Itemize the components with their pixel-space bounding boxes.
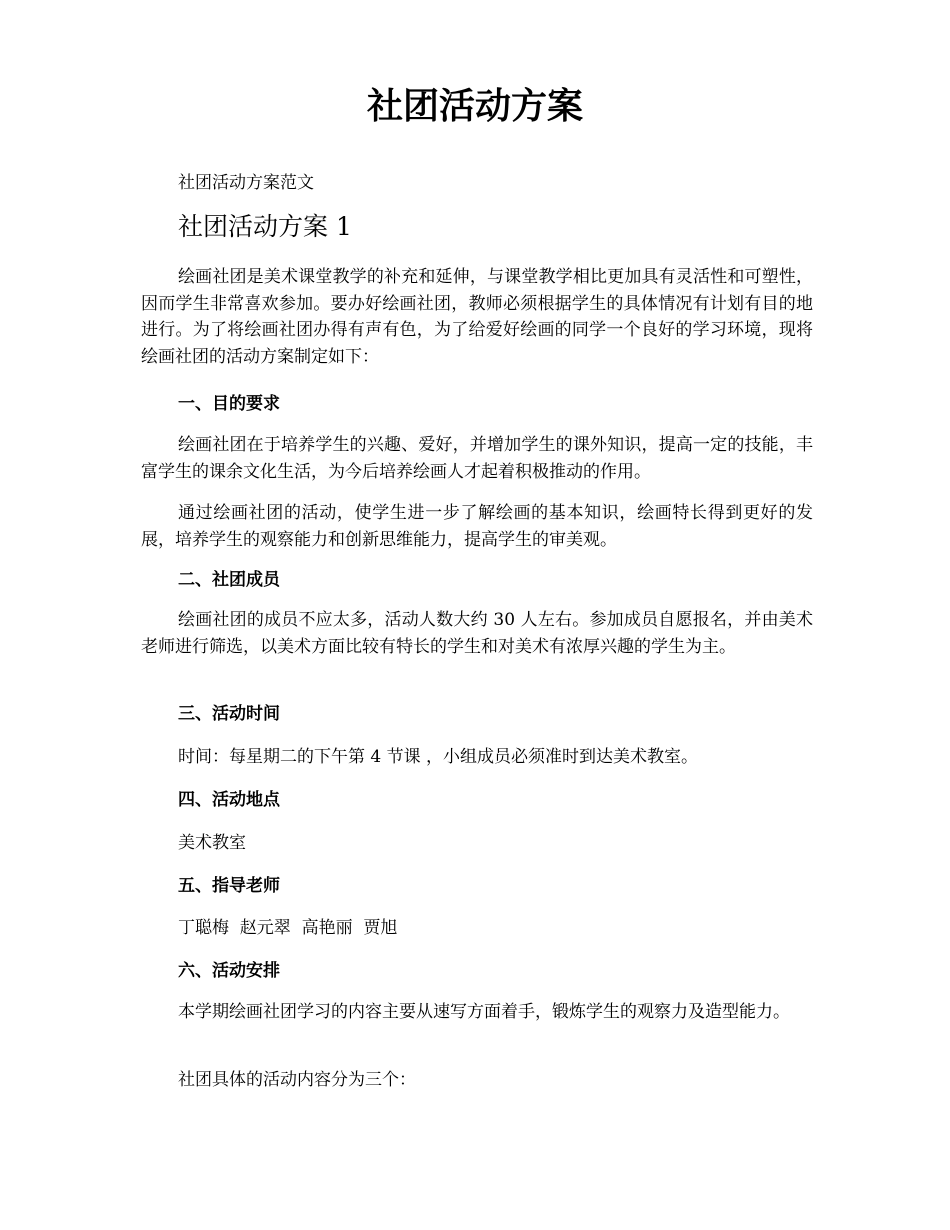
heading-members: 二、社团成员	[178, 570, 280, 590]
goals-paragraph-2: 通过绘画社团的活动，使学生进一步了解绘画的基本知识，绘画特长得到更好的发展，培养学生的观察能力和创新思维能力，提高学生的审美观。	[141, 503, 813, 550]
document-title: 社团活动方案	[366, 85, 583, 127]
document-subtitle: 社团活动方案范文	[178, 173, 314, 193]
heading-teachers: 五、指导老师	[178, 876, 280, 896]
location-text: 美术教室	[178, 833, 246, 853]
goals-paragraph-1: 绘画社团在于培养学生的兴趣、爱好，并增加学生的课外知识，提高一定的技能，丰富学生的课余文化生活，为今后培养绘画人才起着积极推动的作用。	[141, 435, 813, 482]
heading-location: 四、活动地点	[178, 790, 280, 810]
teachers-text: 丁聪梅 赵元翠 高艳丽 贾旭	[178, 918, 398, 938]
heading-goals: 一、目的要求	[178, 394, 280, 414]
schedule-paragraph-1: 本学期绘画社团学习的内容主要从速写方面着手，锻炼学生的观察力及造型能力。	[178, 1002, 790, 1022]
intro-paragraph: 绘画社团是美术课堂教学的补充和延伸，与课堂教学相比更加具有灵活性和可塑性，因而学生非常喜欢参加。要办好绘画社团，教师必须根据学生的具体情况有计划有目的地进行。为了将绘画社团办得有声有色，为了给爱好绘画的同学一个良好的学习环境，现将绘画社团的活动方案制定如下：	[141, 267, 813, 367]
section-title: 社团活动方案 1	[178, 212, 352, 241]
heading-time: 三、活动时间	[178, 704, 280, 724]
members-paragraph: 绘画社团的成员不应太多，活动人数大约 30 人左右。参加成员自愿报名，并由美术老师进行筛选，以美术方面比较有特长的学生和对美术有浓厚兴趣的学生为主。	[141, 610, 813, 657]
schedule-paragraph-2: 社团具体的活动内容分为三个：	[178, 1070, 416, 1090]
heading-schedule: 六、活动安排	[178, 961, 280, 981]
time-text: 时间：每星期二的下午第 4 节课 ，小组成员必须准时到达美术教室。	[178, 747, 699, 767]
